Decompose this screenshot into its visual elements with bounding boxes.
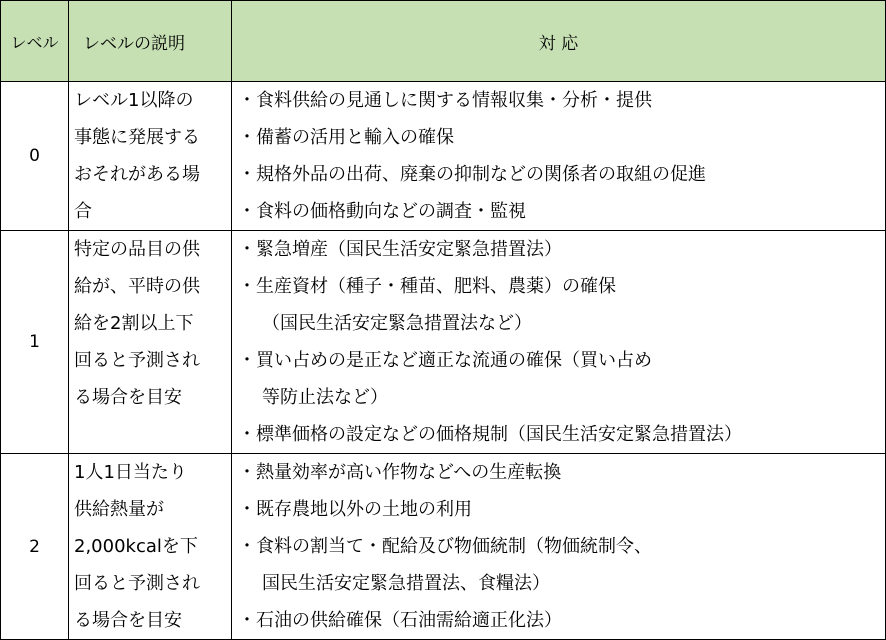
description-line: 事態に発展する: [74, 127, 200, 148]
response-item: ・食料の価格動向などの調査・監視: [238, 201, 526, 222]
response-item: ・食料供給の見通しに関する情報収集・分析・提供: [238, 90, 652, 111]
level-response: [232, 454, 886, 640]
description-line: 2,000kcalを下: [74, 536, 198, 557]
description-line: 回ると予測され: [74, 573, 200, 594]
header-row: [1, 1, 886, 82]
response-item: ・既存農地以外の土地の利用: [238, 499, 472, 520]
header-response: 対 応: [232, 1, 886, 82]
level-description: [69, 82, 232, 231]
table-body: [1, 82, 886, 640]
table-row-level-1: [1, 231, 886, 454]
level-description: [69, 231, 232, 454]
response-item: ・買い占めの是正など適正な流通の確保（買い占め: [238, 350, 652, 371]
response-item: ・備蓄の活用と輸入の確保: [238, 127, 454, 148]
response-item: ・規格外品の出荷、廃棄の抑制などの関係者の取組の促進: [238, 164, 706, 185]
response-item: ・生産資材（種子・種苗、肥料、農薬）の確保: [238, 276, 616, 297]
level-number: 2: [1, 454, 69, 640]
level-number: 0: [1, 82, 69, 231]
response-item: ・熱量効率が高い作物などへの生産転換: [238, 462, 562, 483]
description-line: る場合を目安: [74, 387, 182, 408]
description-line: 供給熱量が: [74, 499, 164, 520]
description-line: る場合を目安: [74, 610, 182, 631]
table-header: [1, 1, 886, 82]
level-description: [69, 454, 232, 640]
description-line: おそれがある場: [74, 164, 200, 185]
response-item: ・石油の供給確保（石油需給適正化法）: [238, 610, 562, 631]
level-response: [232, 231, 886, 454]
response-item-continuation: 国民生活安定緊急措置法、食糧法）: [262, 573, 550, 594]
level-number: 1: [1, 231, 69, 454]
description-line: 1人1日当たり: [74, 462, 187, 483]
header-level: レベル: [1, 1, 69, 82]
table-row-level-0: [1, 82, 886, 231]
response-item-continuation: 等防止法など）: [262, 387, 388, 408]
description-line: 給が、平時の供: [74, 276, 200, 297]
response-item: ・食料の割当て・配給及び物価統制（物価統制令、: [238, 536, 652, 557]
description-line: レベル1以降の: [74, 90, 194, 111]
level-response: [232, 82, 886, 231]
description-line: 特定の品目の供: [74, 239, 200, 260]
description-line: 給を2割以上下: [74, 313, 194, 334]
description-line: 合: [74, 201, 92, 222]
table-row-level-2: [1, 454, 886, 640]
description-line: 回ると予測され: [74, 350, 200, 371]
response-item: ・緊急増産（国民生活安定緊急措置法）: [238, 239, 562, 260]
header-description: レベルの説明: [69, 1, 232, 82]
response-item-continuation: （国民生活安定緊急措置法など）: [262, 313, 532, 334]
response-item: ・標準価格の設定などの価格規制（国民生活安定緊急措置法）: [238, 424, 742, 445]
